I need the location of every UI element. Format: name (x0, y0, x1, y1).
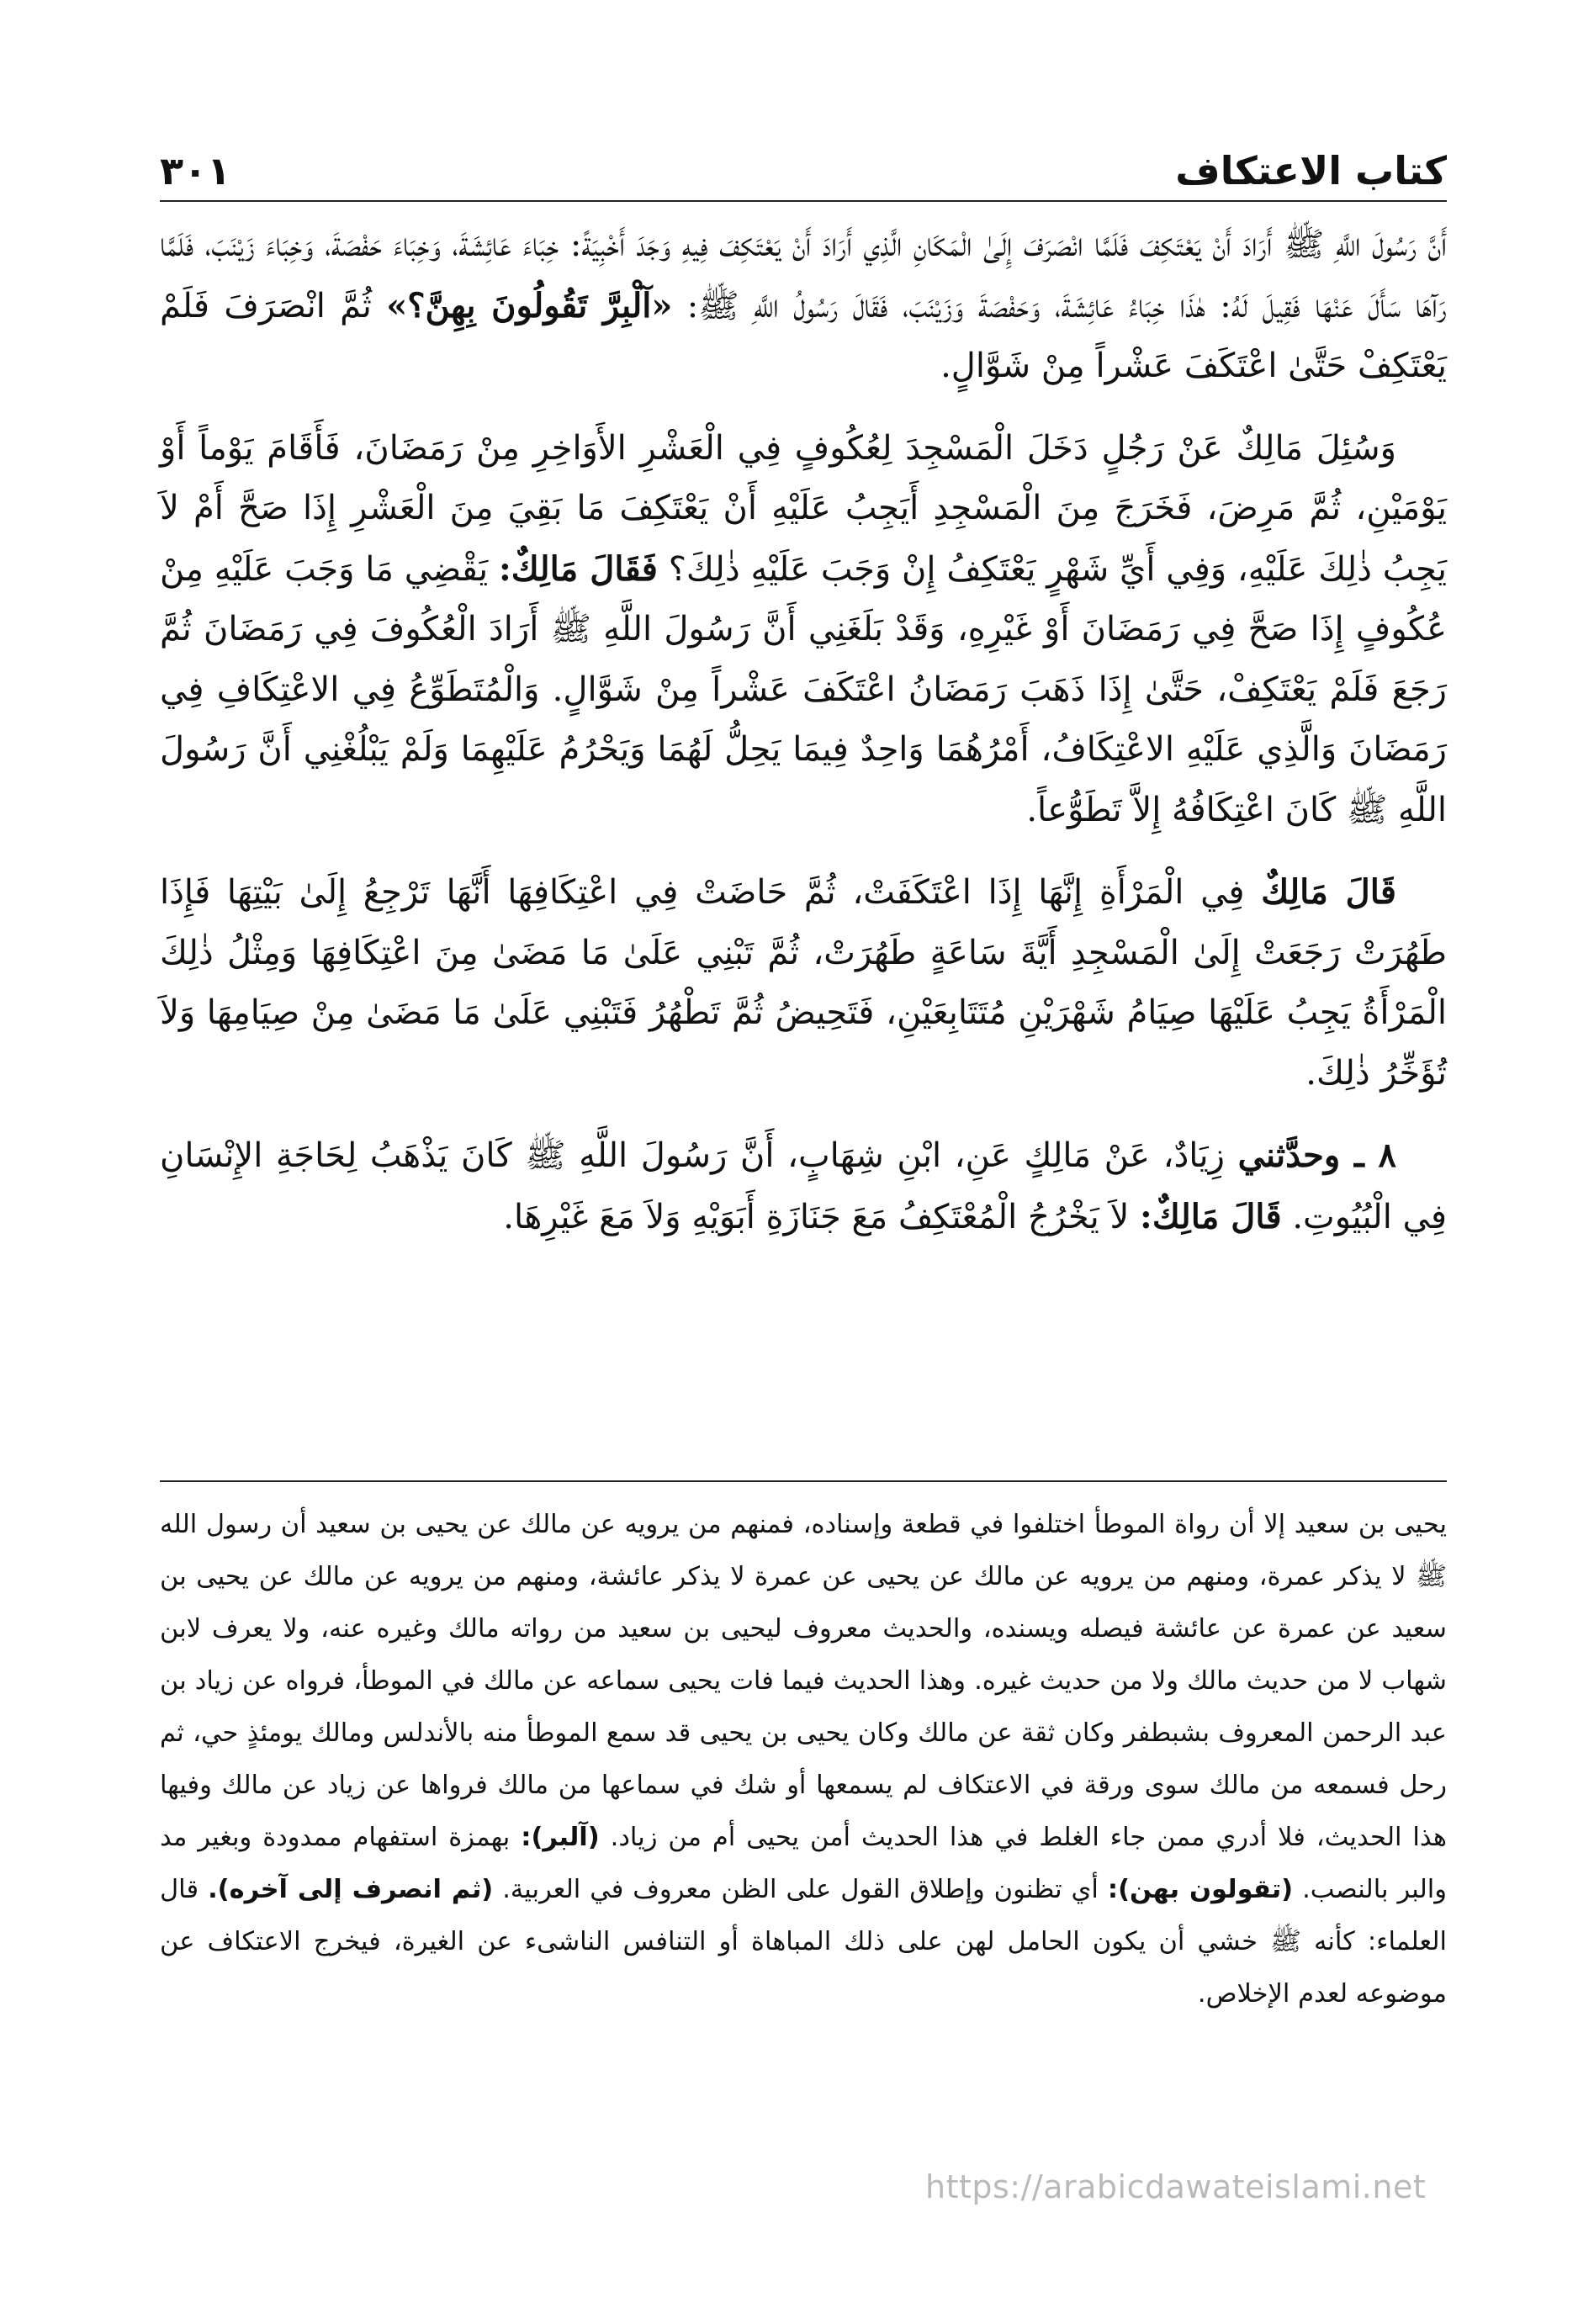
main-text (160, 215, 1447, 1247)
paragraph-2-bold: فَقَالَ مَالِكٌ: (498, 548, 658, 589)
footnote-part-1: يحيى بن سعيد إلا أن رواة الموطأ اختلفوا في قطعة وإسناده، فمنهم من يرويه عن مالك عن يحيى بن سعيد أن رسول الله ﷺ لا يذكر عمرة، ومنهم من يرويه عن مالك عن يحيى عن عمرة لا يذكر عائشة، ومنهم من يرويه عن مالك عن يحيى بن سعيد عن عمرة عن عائشة فيصله ويسنده، والحديث معروف ليحيى بن سعيد من رواته مالك وغيره عنه، ولا يعرف لابن شهاب لا من حديث مالك ولا من حديث غيره. وهذا الحديث فيما فات يحيى سماعه عن مالك في الموطأ، فرواه عن زياد بن عبد الرحمن المعروف بشبطفر وكان ثقة عن مالك وكان يحيى بن يحيى قد سمع الموطأ منه بالأندلس ومالك يومئذٍ حي، ثم رحل فسمعه من مالك سوى ورقة في الاعتكاف لم يسمعها أو شك في سماعها من مالك فرواها عن زياد عن مالك وفيها هذا الحديث، فلا أدري ممن جاء الغلط في هذا الحديث أمن يحيى أم من زياد. (160, 1510, 1448, 1852)
paragraph-4-bold: قَالَ مَالِكٌ: (1140, 1196, 1282, 1236)
footnote-term-albir: (آلبر): (521, 1823, 600, 1852)
hadith-number: ٨ ـ وحدَّثني (1237, 1136, 1396, 1175)
header-divider (160, 200, 1447, 202)
footnote-part-3: أي تظنون وإطلاق القول على الظن معروف في العربية. (502, 1875, 1099, 1904)
paragraph-4-rest: لاَ يَخْرُجُ الْمُعْتَكِفُ مَعَ جَنَازَةِ أَبَوَيْهِ وَلاَ مَعَ غَيْرِهَا. (503, 1197, 1130, 1236)
book-title: كتاب الاعتكاف (1175, 148, 1447, 193)
paragraph-2 (160, 419, 1447, 841)
paragraph-2-rest: يَقْضِي مَا وَجَبَ عَلَيْهِ مِنْ عُكُوفٍ إِذَا صَحَّ فِي رَمَضَانَ أَوْ غَيْرِهِ، وَقَدْ بَلَغَنِي أَنَّ رَسُولَ اللَّهِ ﷺ أَرَادَ الْعُكُوفَ فِي رَمَضَانَ ثُمَّ رَجَعَ فَلَمْ يَعْتَكِفْ، حَتَّىٰ إِذَا ذَهَبَ رَمَضَانُ اعْتَكَفَ عَشْراً مِنْ شَوَّالٍ. وَالْمُتَطَوِّعُ فِي الاعْتِكَافِ فِي رَمَضَانَ وَالَّذِي عَلَيْهِ الاعْتِكَافُ، أَمْرُهُمَا وَاحِدٌ فِيمَا يَحِلُّ لَهُمَا وَيَحْرُمُ عَلَيْهِمَا وَلَمْ يَبْلُغْنِي أَنَّ رَسُولَ اللَّهِ ﷺ كَانَ اعْتِكَافُهُ إِلاَّ تَطَوُّعاً. (160, 549, 1447, 829)
paragraph-3-text: فِي الْمَرْأَةِ إِنَّهَا إِذَا اعْتَكَفَتْ، ثُمَّ حَاضَتْ فِي اعْتِكَافِهَا أَنَّهَا تَرْجِعُ إِلَىٰ بَيْتِهَا فَإِذَا طَهُرَتْ رَجَعَتْ إِلَىٰ الْمَسْجِدِ أَيَّةَ سَاعَةٍ طَهُرَتْ، ثُمَّ تَبْنِي عَلَىٰ مَا مَضَىٰ مِنَ اعْتِكَافِهَا وَمِثْلُ ذٰلِكَ الْمَرْأَةُ يَجِبُ عَلَيْهَا صِيَامُ شَهْرَيْنِ مُتَتَابِعَيْنِ، فَتَحِيضُ ثُمَّ تَطْهُرُ فَتَبْنِي عَلَىٰ مَا مَضَىٰ مِنْ صِيَامِهَا وَلاَ تُؤَخِّرُ ذٰلِكَ. (160, 873, 1447, 1093)
paragraph-1-rest: ثُمَّ انْصَرَفَ فَلَمْ يَعْتَكِفْ حَتَّىٰ اعْتَكَفَ عَشْراً مِنْ شَوَّالٍ. (160, 286, 1447, 385)
paragraph-4 (160, 1125, 1447, 1247)
page-header (160, 126, 1447, 193)
footnote-text (160, 1499, 1447, 2020)
paragraph-1-bold-quote: «آلْبِرَّ تَقُولُونَ بِهِنَّ؟» (386, 285, 673, 326)
footnote-part-2: بهمزة استفهام ممدودة وبغير مد والبر بالنصب. (160, 1823, 1448, 1904)
paragraph-4-text: زِيَادٌ، عَنْ مَالِكٍ عَنِ، ابْنِ شِهَابٍ، أَنَّ رَسُولَ اللَّهِ ﷺ كَانَ يَذْهَبُ لِحَاجَةِ الإِنْسَانِ فِي الْبُيُوتِ. (160, 1136, 1447, 1236)
page-number: ٣٠١ (160, 148, 231, 193)
footnote-divider (160, 1480, 1447, 1482)
paragraph-1 (160, 215, 1447, 397)
footnote-part-4: قال العلماء: كأنه ﷺ خشي أن يكون الحامل لهن على ذلك المباهاة أو التنافس الناشىء عن الغيرة، فيخرج الاعتكاف عن موضوعه لعدم الإخلاص. (160, 1875, 1447, 2009)
paragraph-1-text: أَنَّ رَسُولَ اللَّهِ ﷺ أَرَادَ أَنْ يَعْتَكِفَ فَلَمَّا انْصَرَفَ إِلَىٰ الْمَكَانِ الَّذِي أَرَادَ أَنْ يَعْتَكِفَ فِيهِ وَجَدَ أَخْبِيَةً: خِبَاءَ عَائِشَةَ، وَخِبَاءَ حَفْصَةَ، وَخِبَاءَ زَيْنَبَ، فَلَمَّا رَآهَا سَأَلَ عَنْهَا فَقِيلَ لَهُ: هٰذَا خِبَاءُ عَائِشَةَ، وَحَفْصَةَ وَزَيْنَبَ، فَقَالَ رَسُولُ اللَّهِ ﷺ: (160, 225, 1447, 326)
footnote-term-thumma: (ثم انصرف إلى آخره). (208, 1875, 494, 1904)
footnotes (160, 1499, 1447, 2020)
footnote-term-taqulun: (تقولون بهن): (1107, 1875, 1294, 1904)
paragraph-3-bold: قَالَ مَالِكٌ (1261, 872, 1397, 912)
paragraph-2-text: وَسُئِلَ مَالِكٌ عَنْ رَجُلٍ دَخَلَ الْمَسْجِدَ لِعُكُوفٍ فِي الْعَشْرِ الأَوَاخِرِ مِنْ رَمَضَانَ، فَأَقَامَ يَوْماً أَوْ يَوْمَيْنِ، ثُمَّ مَرِضَ، فَخَرَجَ مِنَ الْمَسْجِدِ أَيَجِبُ عَلَيْهِ أَنْ يَعْتَكِفَ مَا بَقِيَ مِنَ الْعَشْرِ إِذَا صَحَّ أَمْ لاَ يَجِبُ ذٰلِكَ عَلَيْهِ، وَفِي أَيِّ شَهْرٍ يَعْتَكِفُ إِنْ وَجَبَ عَلَيْهِ ذٰلِكَ؟ (160, 428, 1448, 589)
watermark-url: https://arabicdawateislami.net (925, 2168, 1427, 2205)
paragraph-3 (160, 862, 1447, 1104)
